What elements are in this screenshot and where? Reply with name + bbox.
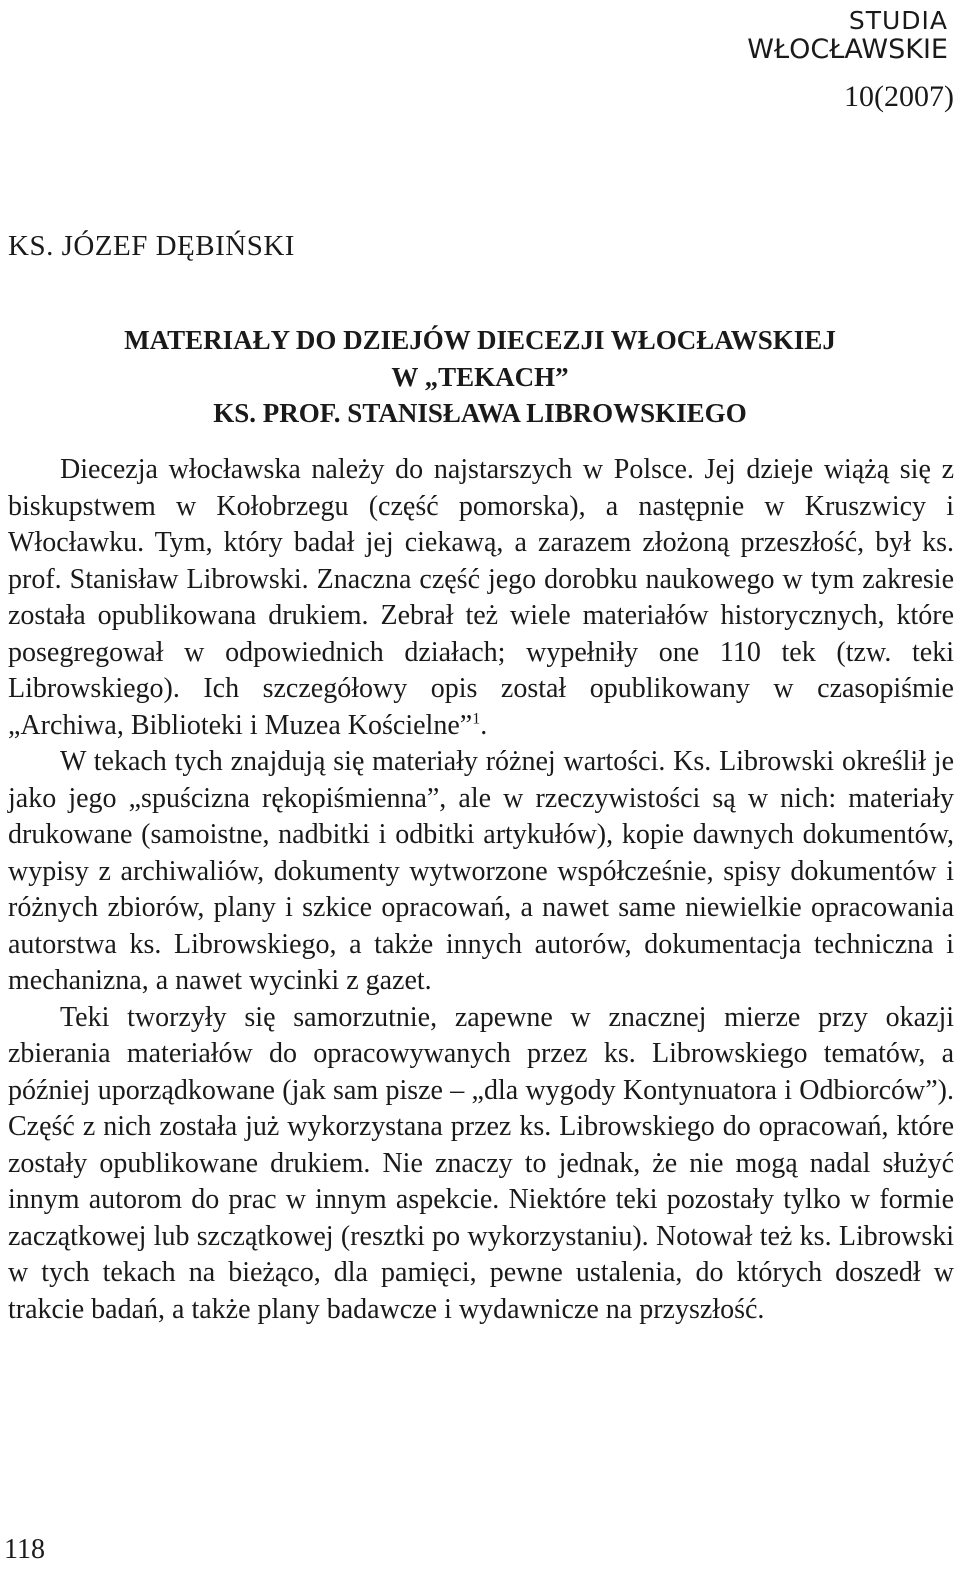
body-paragraph: W tekach tych znajdują się materiały różnej wartości. Ks. Librowski określił je jako jego „spuścizna rękopiśmienna”, ale w rzeczywistości są w nich: materiały drukowane (samoistne, nadbitki i odbitki artykułów), kopie dawnych dokumentów, wypisy z archiwaliów, dokumenty wytworzone współcześnie, spisy dokumentów i różnych zbiorów, plany i szkice opracowań, a nawet same niewielkie opracowania autorstwa ks. Librowskiego, a także innych autorów, dokumentacja techniczna i mechanizna, a nawet wycinki z gazet. [8,746,954,996]
footnote-ref[interactable]: 1 [472,710,481,728]
logo-line-studia: STUDIA [848,6,948,35]
issue-number: 10(2007) [844,80,954,113]
body-paragraph [8,452,954,744]
article-author: KS. JÓZEF DĘBIŃSKI [8,230,295,262]
paragraph-tail: . [480,709,488,741]
title-line: KS. PROF. STANISŁAWA LIBROWSKIEGO [213,398,747,428]
article-title [0,322,960,432]
article-body [8,452,954,1328]
paragraph-text: Diecezja włocławska należy do najstarszych w Polsce. Jej dzieje wiążą się z biskupstwem w Kołobrzegu (część pomorska), a następnie w Kruszwicy i Włocławku. Tym, który badał jej ciekawą, a zarazem złożoną przeszłość, był ks. prof. Stanisław Librowski. Znaczna część jego dorobku naukowego w tym zakresie została opublikowana drukiem. Zebrał też wiele materiałów historycznych, które posegregował w odpowiednich działach; wypełniły one 110 tek (tzw. teki Librowskiego). Ich szczegółowy opis został opublikowany w czasopiśmie „Archiwa, Biblioteki i Muzea Kościelne” [8,454,954,741]
logo-line-wloclawskie: WŁOCŁAWSKIE [747,34,948,65]
journal-logo [744,4,954,68]
title-line: W „TEKACH” [391,361,569,392]
title-line: MATERIAŁY DO DZIEJÓW DIECEZJI WŁOCŁAWSKIEJ [124,325,836,355]
page-number: 118 [4,1534,45,1565]
body-paragraph: Teki tworzyły się samorzutnie, zapewne w znacznej mierze przy okazji zbierania materiałów do opracowywanych przez ks. Librowskiego tematów, a później uporządkowane (jak sam pisze – „dla wygody Kontynuatora i Odbiorców”). Część z nich została już wykorzystana przez ks. Librowskiego do opracowań, które zostały opublikowane drukiem. Nie znaczy to jednak, że nie mogą nadal służyć innym autorom do prac w innym aspekcie. Niektóre teki pozostały tylko w formie zaczątkowej lub szczątkowej (resztki po wykorzystaniu). Notował też ks. Librowski w tych tekach na bieżąco, dla pamięci, pewne ustalenia, do których doszedł w trakcie badań, a także plany badawcze i wydawnicze na przyszłość. [8,1001,954,1325]
